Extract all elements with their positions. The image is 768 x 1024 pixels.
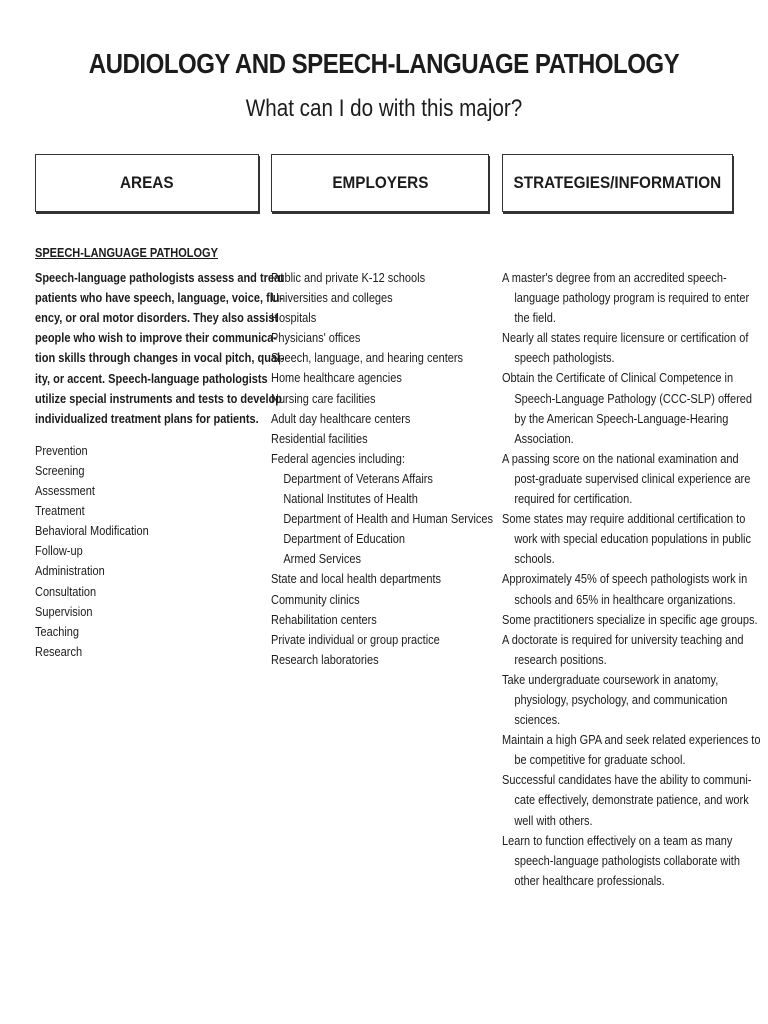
employer-subitem: Armed Services xyxy=(283,552,361,567)
strategy-line: research positions. xyxy=(514,652,607,667)
employer-item: Research laboratories xyxy=(271,652,379,667)
employer-item: Rehabilitation centers xyxy=(271,612,377,627)
employers-column xyxy=(271,268,496,670)
strategy-line: work with special education populations in public xyxy=(514,532,751,547)
areas-description xyxy=(35,268,284,429)
strategy-line: Some practitioners specialize in specific age groups. xyxy=(502,612,758,627)
employer-item: Residential facilities xyxy=(271,431,368,446)
strategy-line: cate effectively, demonstrate patience, and work xyxy=(514,793,749,808)
employer-subitem: Department of Veterans Affairs xyxy=(283,471,433,486)
employer-item: Nursing care facilities xyxy=(271,391,376,406)
description-line: patients who have speech, language, voice, flu- xyxy=(35,291,284,306)
employer-item: State and local health departments xyxy=(271,572,442,587)
strategy-line: Maintain a high GPA and seek related experiences to xyxy=(502,733,761,748)
strategy-line: language pathology program is required to enter xyxy=(514,291,750,306)
employer-subitem: Department of Health and Human Services xyxy=(283,512,494,527)
description-line: Speech-language pathologists assess and treat xyxy=(35,271,284,286)
area-item: Consultation xyxy=(35,584,97,599)
strategy-line: other healthcare professionals. xyxy=(514,873,665,888)
strategies-header xyxy=(502,154,733,212)
strategy-line: A master's degree from an accredited speech- xyxy=(502,271,727,285)
areas-column xyxy=(35,243,284,662)
strategy-line: Learn to function effectively on a team as many xyxy=(502,833,733,848)
description-line: ity, or accent. Speech-language pathologists xyxy=(35,371,268,386)
employer-item: Speech, language, and hearing centers xyxy=(271,351,464,366)
employer-subitem: Department of Education xyxy=(283,532,406,547)
area-item: Assessment xyxy=(35,484,95,499)
areas-header-label: AREAS xyxy=(120,173,174,192)
strategy-line: Obtain the Certificate of Clinical Competence in xyxy=(502,371,734,386)
strategy-line: be competitive for graduate school. xyxy=(514,753,686,768)
strategy-line: Some states may require additional certification to xyxy=(502,512,746,527)
areas-list xyxy=(35,441,265,662)
strategy-line: sciences. xyxy=(514,713,561,728)
area-item: Screening xyxy=(35,463,85,478)
description-line: people who wish to improve their communica- xyxy=(35,331,278,346)
strategy-line: well with others. xyxy=(514,813,593,828)
employer-item: Federal agencies including: xyxy=(271,451,405,466)
description-line: utilize special instruments and tests to develop xyxy=(35,391,282,406)
strategy-line: schools. xyxy=(514,552,555,567)
employers-header-label: EMPLOYERS xyxy=(331,173,429,192)
employer-item: Community clinics xyxy=(271,592,360,607)
strategies-header-label: STRATEGIES/INFORMATION xyxy=(513,173,722,192)
strategies-column xyxy=(502,268,761,891)
area-item: Treatment xyxy=(35,504,85,519)
strategy-line: Successful candidates have the ability to communi- xyxy=(502,773,752,788)
area-item: Supervision xyxy=(35,604,93,619)
strategy-line: Nearly all states require licensure or certification of xyxy=(502,331,749,346)
area-item: Administration xyxy=(35,564,105,579)
strategy-line: by the American Speech-Language-Hearing xyxy=(514,411,729,426)
strategy-line: Approximately 45% of speech pathologists work in xyxy=(502,572,748,587)
strategy-line: the field. xyxy=(514,311,556,326)
strategy-line: Speech-Language Pathology (CCC-SLP) offered xyxy=(514,391,752,406)
employer-item: Public and private K-12 schools xyxy=(271,271,426,285)
description-line: ency, or oral motor disorders. They also assist xyxy=(35,311,279,326)
strategy-line: speech-language pathologists collaborate with xyxy=(514,853,740,868)
strategy-line: physiology, psychology, and communication xyxy=(514,692,728,707)
employer-item: Physicians' offices xyxy=(271,331,361,346)
areas-header xyxy=(35,154,259,212)
strategy-line: post-graduate supervised clinical experience are xyxy=(514,471,751,486)
employer-subitem: National Institutes of Health xyxy=(283,492,418,507)
section-title: SPEECH-LANGUAGE PATHOLOGY xyxy=(35,246,218,260)
employer-item: Private individual or group practice xyxy=(271,632,440,647)
strategy-line: speech pathologists. xyxy=(514,351,615,366)
page-title: AUDIOLOGY AND SPEECH-LANGUAGE PATHOLOGY xyxy=(88,48,680,79)
strategy-line: schools and 65% in healthcare organizations. xyxy=(514,592,736,607)
strategy-line: A passing score on the national examination and xyxy=(502,451,739,466)
strategy-line: A doctorate is required for university teaching and xyxy=(502,632,744,647)
strategy-line: required for certification. xyxy=(514,492,633,507)
page-subtitle: What can I do with this major? xyxy=(245,95,523,122)
employer-item: Universities and colleges xyxy=(271,291,393,306)
employer-item: Adult day healthcare centers xyxy=(271,411,411,426)
area-item: Teaching xyxy=(35,624,80,639)
employer-item: Hospitals xyxy=(271,311,317,326)
area-item: Research xyxy=(35,644,83,659)
strategy-line: Take undergraduate coursework in anatomy, xyxy=(502,672,719,687)
strategy-line: Association. xyxy=(514,431,574,446)
area-item: Prevention xyxy=(35,443,88,458)
employers-header xyxy=(271,154,489,212)
description-line: individualized treatment plans for patients. xyxy=(35,411,259,426)
area-item: Follow-up xyxy=(35,544,83,559)
employer-item: Home healthcare agencies xyxy=(271,371,402,386)
area-item: Behavioral Modification xyxy=(35,524,149,539)
description-line: tion skills through changes in vocal pitch, qual- xyxy=(35,351,284,366)
